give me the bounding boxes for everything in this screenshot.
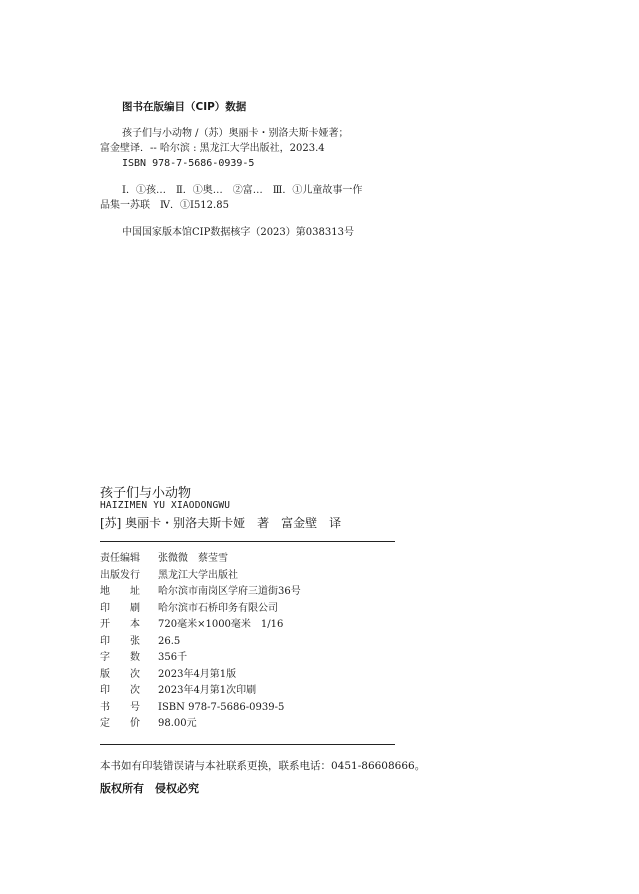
detail-label: 印 刷 (100, 602, 140, 614)
bottom-divider (100, 744, 395, 745)
detail-value: 356千 (158, 652, 188, 663)
detail-label: 定 价 (100, 718, 140, 729)
detail-label: 出版发行 (100, 569, 140, 581)
detail-value: ISBN 978-7-5686-0939-5 (158, 701, 285, 713)
cip-heading: 图书在版编目（CIP）数据 (122, 101, 247, 113)
cip-line-4: Ⅰ．①孩… Ⅱ．①奥… ②富… Ⅲ．①儿童故事一作 (122, 185, 363, 196)
detail-value: 张微微 蔡莹雪 (158, 553, 228, 564)
detail-row (100, 601, 278, 617)
detail-value: 720毫米×1000毫米 1/16 (158, 619, 284, 630)
detail-value: 98.00元 (158, 718, 197, 729)
detail-row (100, 568, 238, 584)
copyright-notice: 版权所有 侵权必究 (100, 782, 199, 795)
book-title: 孩子们与小动物 (100, 486, 192, 501)
cip-line-2: 富金壁译．-- 哈尔滨 : 黑龙江大学出版社，2023.4 (100, 143, 325, 154)
detail-row (100, 650, 187, 666)
detail-row (100, 716, 197, 732)
cip-line-1: 孩子们与小动物 /（苏）奥丽卡・别洛夫斯卡娅著； (122, 128, 349, 139)
detail-label: 地 址 (100, 586, 140, 597)
detail-row (100, 634, 180, 650)
detail-value: 2023年4月第1次印刷 (158, 685, 257, 696)
replacement-notice: 本书如有印装错误请与本社联系更换，联系电话：0451-86608666。 (100, 760, 426, 772)
cip-number: 中国国家版本馆CIP数据核字（2023）第038313号 (122, 227, 354, 238)
detail-label: 印 张 (100, 635, 140, 647)
book-pinyin: HAIZIMEN YU XIAODONGWU (100, 500, 231, 511)
detail-row (100, 667, 236, 683)
detail-value: 哈尔滨市南岗区学府三道街36号 (158, 586, 301, 597)
detail-label: 责任编辑 (100, 553, 140, 564)
top-divider (100, 541, 395, 542)
cip-line-5: 品集一苏联 Ⅳ．①I512.85 (100, 200, 229, 211)
detail-value: 2023年4月第1版 (158, 668, 237, 680)
detail-value: 黑龙江大学出版社 (158, 569, 238, 581)
detail-value: 哈尔滨市石桥印务有限公司 (158, 602, 278, 614)
detail-row (100, 700, 284, 716)
detail-row (100, 683, 256, 699)
detail-label: 印 次 (100, 685, 140, 696)
detail-value: 26.5 (158, 635, 181, 647)
detail-row (100, 551, 228, 567)
detail-row (100, 617, 283, 633)
detail-label: 版 次 (100, 668, 140, 680)
detail-label: 书 号 (100, 701, 140, 713)
detail-label: 字 数 (100, 652, 140, 663)
book-authors: [苏] 奥丽卡・别洛夫斯卡娅 著 富金壁 译 (100, 516, 342, 530)
detail-label: 开 本 (100, 619, 140, 630)
detail-row (100, 584, 301, 600)
cip-isbn: ISBN 978-7-5686-0939-5 (122, 158, 255, 169)
